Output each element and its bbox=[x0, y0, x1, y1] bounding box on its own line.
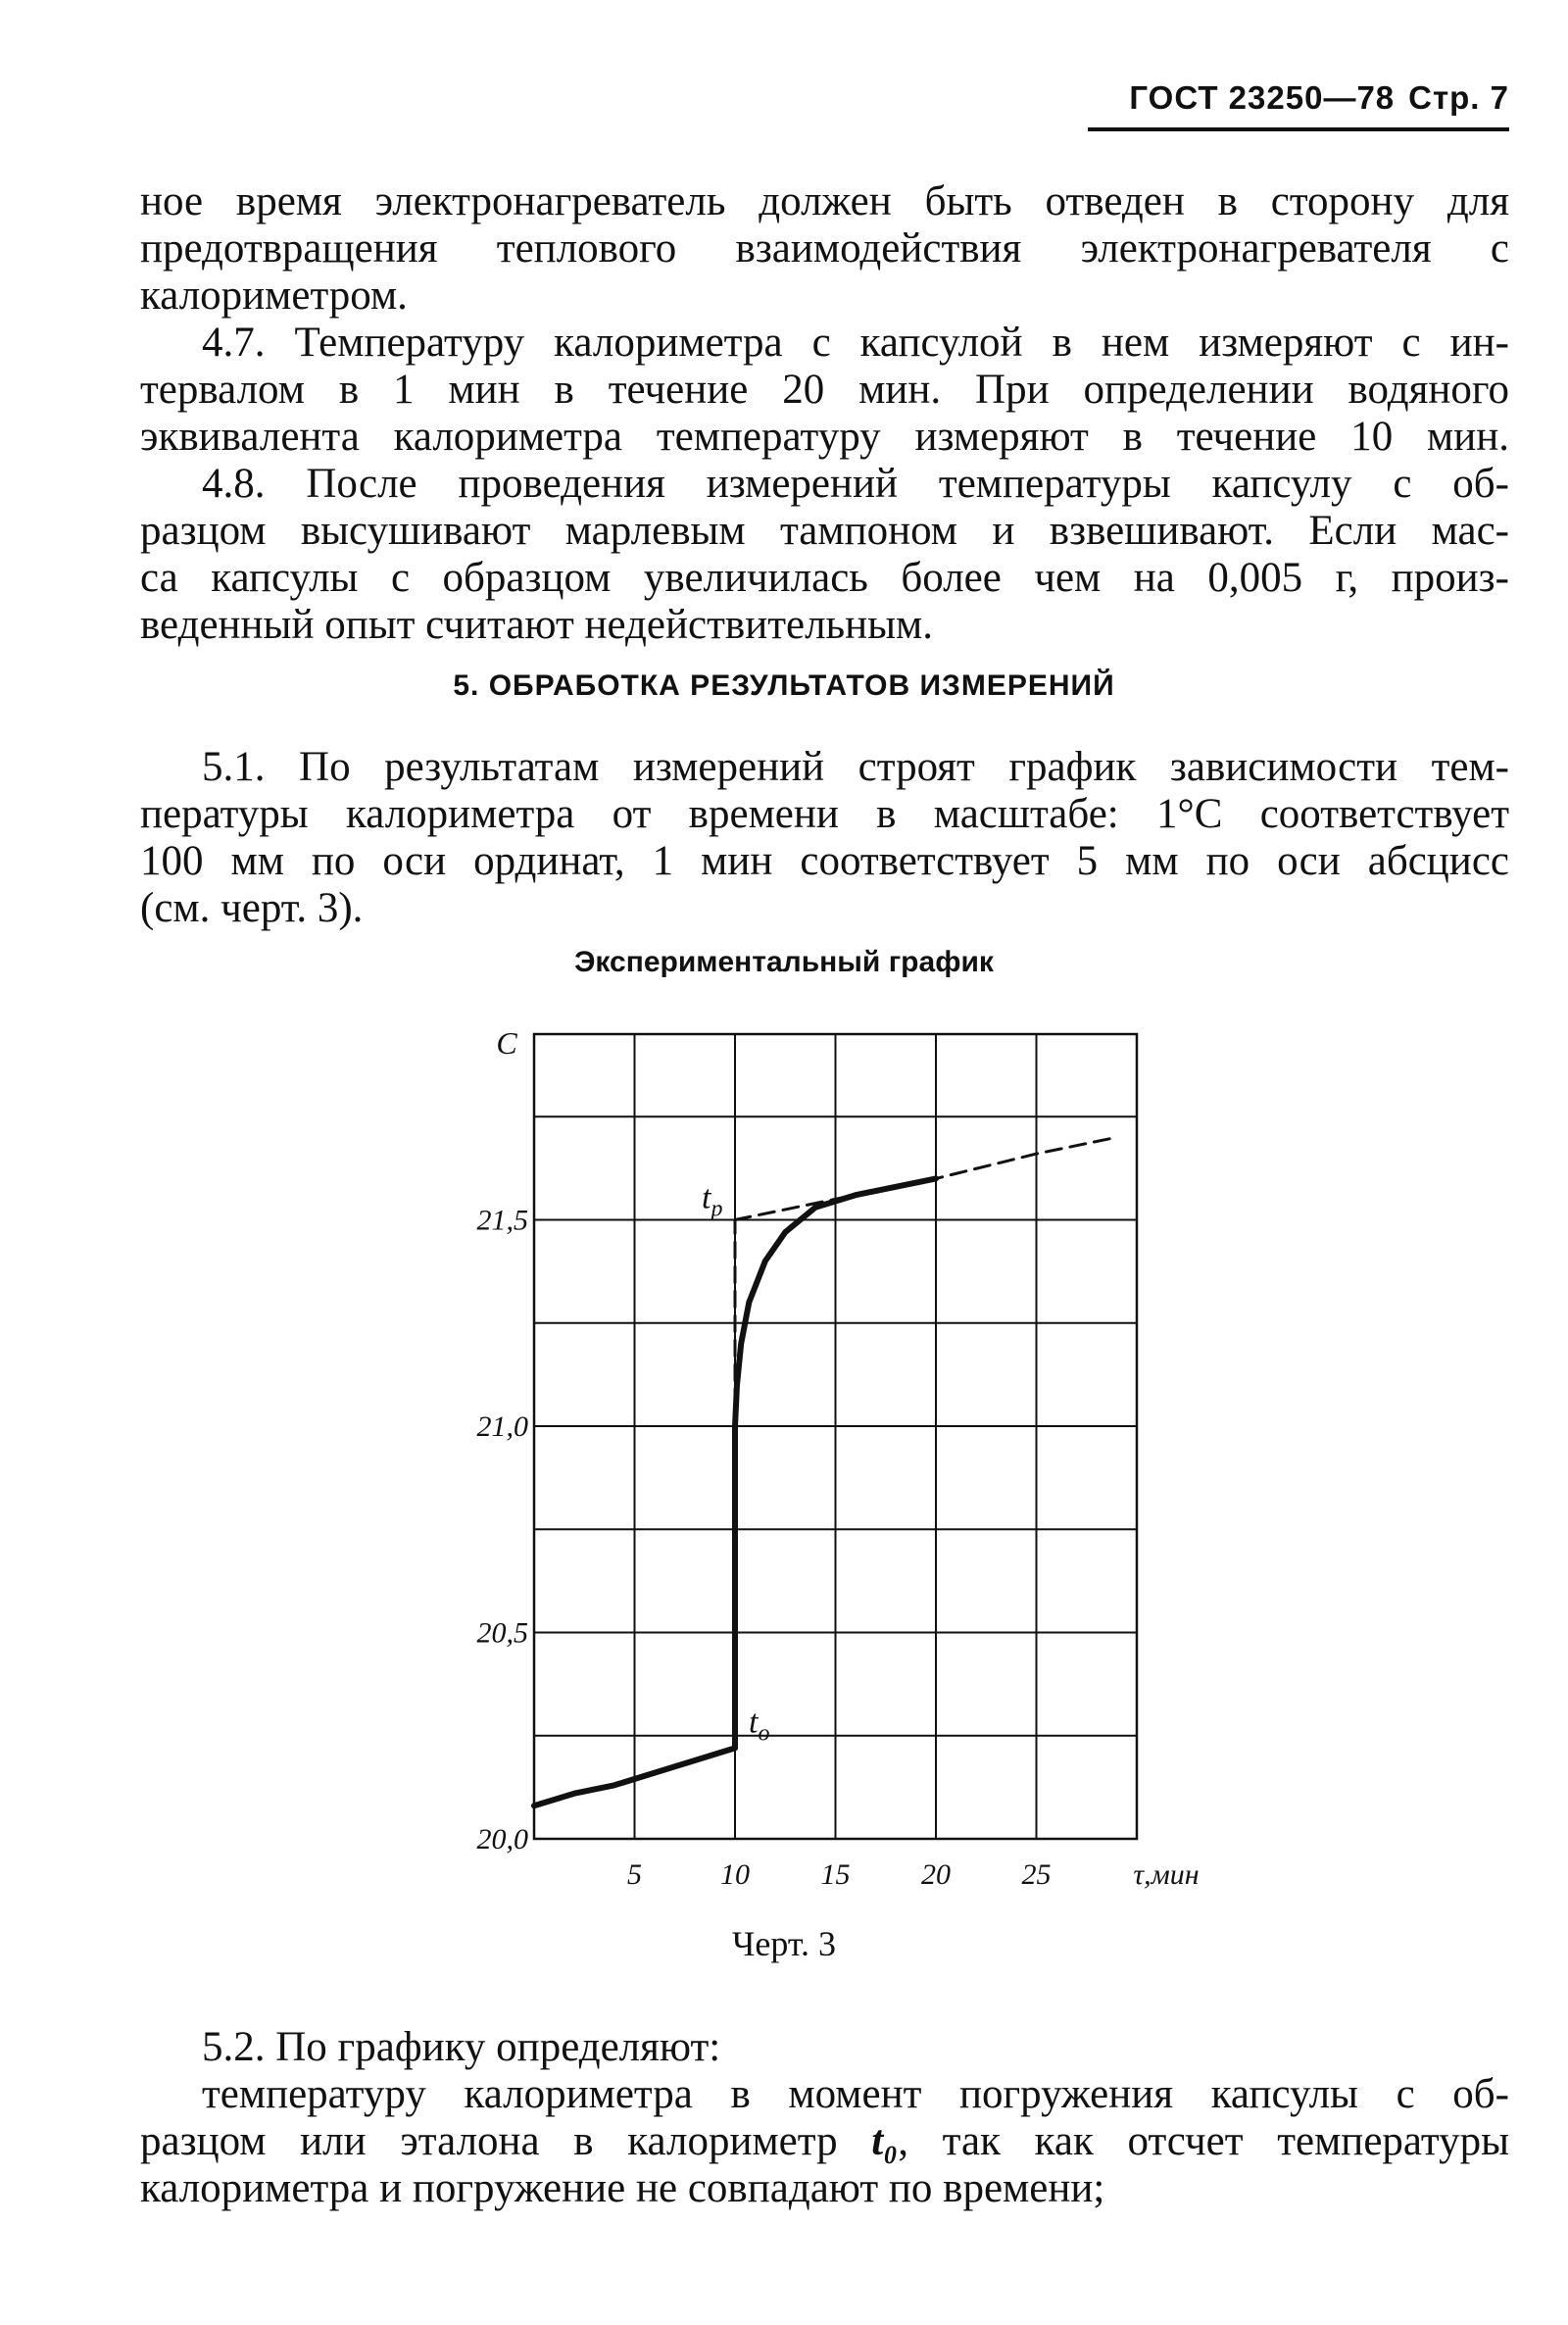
text-line: разцом высушивают марлевым тампоном и взвешивают. Если мас- bbox=[140, 508, 1509, 554]
paragraph-5-2 bbox=[140, 2024, 1509, 2071]
text-line: пературы калориметра от времени в масштабе: 1°С соответствует bbox=[140, 791, 1509, 837]
text-line: калориметром. bbox=[140, 272, 408, 319]
x-axis-label: τ,мин bbox=[1133, 1858, 1200, 1891]
text-line: эквивалента калориметра температуру измеряют в течение 10 мин. bbox=[140, 414, 1509, 460]
gost-number: ГОСТ 23250—78 bbox=[1129, 79, 1396, 116]
chart-series bbox=[534, 1137, 1117, 1806]
text-line: 4.8. После проведения измерений температуры капсулу с об- bbox=[202, 461, 1509, 507]
text-line: са капсулы с образцом увеличилась более чем на 0,005 г, произ- bbox=[140, 555, 1509, 601]
page-number: Стр. 7 bbox=[1408, 79, 1509, 116]
text-line: 100 мм по оси ординат, 1 мин соответствует 5 мм по оси абсцисс bbox=[140, 838, 1509, 884]
chart-title: Экспериментальный график bbox=[574, 946, 994, 978]
y-tick-label: 21,0 bbox=[476, 1410, 528, 1443]
y-tick-label: 21,5 bbox=[476, 1204, 528, 1237]
annotation-to: $t_o$ bbox=[749, 1704, 770, 1747]
y-tick-label: 20,0 bbox=[476, 1823, 528, 1855]
text-line: ное время электронагреватель должен быть отведен в сторону для bbox=[140, 178, 1509, 224]
x-tick-label: 10 bbox=[720, 1858, 750, 1891]
text-line: калориметра и погружение не совпадают по времени; bbox=[140, 2165, 1105, 2211]
text-line: температуру калориметра в момент погружения капсулы с об- bbox=[202, 2071, 1509, 2117]
text-fragment: , так как отсчет температуры bbox=[898, 2118, 1509, 2164]
chart-grid bbox=[534, 1034, 1137, 1839]
t0-symbol: t₀ bbox=[871, 2118, 899, 2164]
text-line bbox=[140, 2118, 1509, 2165]
text-line: 5.1. По результатам измерений строят график зависимости тем- bbox=[202, 744, 1509, 790]
text-line: веденный опыт считают недействительным. bbox=[140, 602, 934, 648]
text-line: 5.2. По графику определяют: bbox=[202, 2024, 721, 2070]
text-line: (см. черт. 3). bbox=[140, 885, 364, 931]
paragraph-5-2-item bbox=[140, 2071, 1509, 2212]
figure-caption: Черт. 3 bbox=[732, 1924, 836, 1963]
text-line: предотвращения теплового взаимодействия электронагревателя с bbox=[140, 225, 1509, 272]
x-tick-label: 20 bbox=[921, 1858, 951, 1891]
text-line: 4.7. Температуру калориметра с капсулой в нем измеряют с ин- bbox=[202, 320, 1509, 366]
section-title: 5. ОБРАБОТКА РЕЗУЛЬТАТОВ ИЗМЕРЕНИЙ bbox=[453, 669, 1115, 702]
x-tick-label: 5 bbox=[627, 1858, 642, 1891]
y-tick-label: 20,5 bbox=[476, 1616, 528, 1650]
annotation-tp: $t_p$ bbox=[702, 1179, 723, 1222]
x-tick-label: 15 bbox=[820, 1858, 851, 1891]
text-line: тервалом в 1 мин в течение 20 мин. При определении водяного bbox=[140, 367, 1509, 413]
chart-labels bbox=[477, 1025, 1200, 1891]
text-fragment: разцом или эталона в калориметр bbox=[140, 2118, 838, 2164]
x-tick-label: 25 bbox=[1021, 1858, 1052, 1891]
y-axis-label: С bbox=[496, 1025, 517, 1061]
